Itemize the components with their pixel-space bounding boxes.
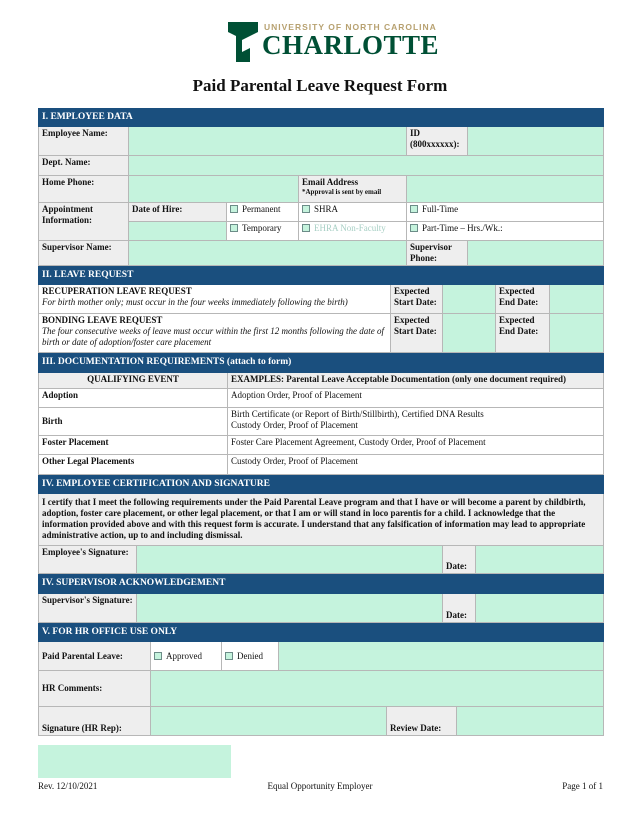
footer-page: Page 1 of 1 [562, 781, 603, 791]
event-other: Other Legal Placements [39, 454, 228, 474]
examples-header: EXAMPLES: Parental Leave Acceptable Documentation (only one document required) [228, 372, 604, 388]
recuperation-cell [39, 285, 391, 314]
recuperation-desc: For birth mother only; must occur in the four weeks immediately following the birth) [42, 297, 348, 308]
supervisor-phone-label: Supervisor Phone: [407, 241, 468, 266]
checkbox-icon[interactable] [410, 205, 418, 213]
checkbox-icon[interactable] [225, 652, 233, 660]
id-field[interactable] [468, 127, 604, 156]
supervisor-signature-field[interactable] [137, 593, 443, 622]
supervisor-phone-field[interactable] [468, 241, 604, 266]
home-phone-label: Home Phone: [39, 176, 129, 203]
table-row [39, 454, 604, 474]
bonding-desc: The four consecutive weeks of leave must occur within the first 12 months following the date of birth or date of adoption/foster care placement [42, 326, 384, 347]
bonding-cell [39, 314, 391, 353]
shra-option[interactable]: SHRA [299, 203, 407, 222]
employee-date-field[interactable] [476, 546, 604, 574]
checkbox-icon[interactable] [230, 205, 238, 213]
hr-comments-field[interactable] [151, 670, 604, 706]
examples-birth-cell [228, 407, 604, 435]
hr-table [38, 623, 604, 736]
documentation-table [38, 353, 604, 474]
recup-end-label: Expected End Date: [496, 285, 550, 314]
dept-name-label: Dept. Name: [39, 156, 129, 176]
certification-text: I certify that I meet the following requirements under the Paid Parental Leave program and that I have or will become a parent by childbirth, adoption, foster care placement, or other legal placement, or that I am or will stand in loco parentis for a child. I acknowledge that the information provided above and with this request form is accurate. I understand that any falsification of information may lead to appropriate administrative action, up to and including dismissal. [39, 494, 604, 546]
permanent-option[interactable]: Permanent [227, 203, 299, 222]
checkbox-icon[interactable] [302, 205, 310, 213]
table-row [39, 388, 604, 407]
event-adoption: Adoption [39, 388, 228, 407]
examples-adoption: Adoption Order, Proof of Placement [228, 388, 604, 407]
review-date-field[interactable] [457, 706, 604, 735]
employee-date-label: Date: [443, 546, 476, 574]
footer-revision: Rev. 12/10/2021 [38, 781, 98, 791]
supervisor-date-field[interactable] [476, 593, 604, 622]
qualifying-event-header: QUALIFYING EVENT [39, 372, 228, 388]
employee-signature-label: Employee's Signature: [39, 546, 137, 574]
employee-name-label: Employee Name: [39, 127, 129, 156]
approved-option[interactable]: Approved [151, 641, 222, 670]
supervisor-date-label: Date: [443, 593, 476, 622]
section-leave-request: II. LEAVE REQUEST [39, 266, 604, 284]
recup-start-label: Expected Start Date: [391, 285, 443, 314]
event-foster: Foster Placement [39, 435, 228, 454]
section-documentation: III. DOCUMENTATION REQUIREMENTS (attach to form) [39, 354, 604, 372]
bonding-start-label: Expected Start Date: [391, 314, 443, 353]
part-time-option[interactable]: Part-Time – Hrs./Wk.: [407, 222, 604, 241]
checkbox-icon[interactable] [230, 224, 238, 232]
section-hr-office: V. FOR HR OFFICE USE ONLY [39, 623, 604, 641]
table-row [39, 407, 604, 435]
denied-option[interactable]: Denied [222, 641, 279, 670]
page-title: Paid Parental Leave Request Form [192, 76, 448, 95]
appointment-label: Appointment Information: [39, 203, 129, 241]
recup-start-field[interactable] [443, 285, 496, 314]
bonding-start-field[interactable] [443, 314, 496, 353]
employee-signature-field[interactable] [137, 546, 443, 574]
recuperation-title: RECUPERATION LEAVE REQUEST [42, 286, 192, 297]
event-birth: Birth [39, 407, 228, 435]
supervisor-signature-label: Supervisor's Signature: [39, 593, 137, 622]
date-of-hire-field[interactable] [129, 222, 227, 241]
examples-birth: Birth Certificate (or Report of Birth/Stillbirth), Certified DNA Results [231, 408, 484, 419]
recup-end-field[interactable] [550, 285, 604, 314]
section-employee-data: I. EMPLOYEE DATA [39, 109, 604, 127]
email-field[interactable] [407, 176, 604, 203]
bonding-end-field[interactable] [550, 314, 604, 353]
examples-foster: Foster Care Placement Agreement, Custody Order, Proof of Placement [228, 435, 604, 454]
employee-name-field[interactable] [129, 127, 407, 156]
university-name-big: CHARLOTTE [262, 30, 440, 60]
dept-name-field[interactable] [129, 156, 604, 176]
review-date-label: Review Date: [387, 706, 457, 735]
checkbox-icon[interactable] [410, 224, 418, 232]
request-form [38, 108, 603, 736]
email-note: *Approval is sent by email [302, 188, 382, 197]
examples-other: Custody Order, Proof of Placement [228, 454, 604, 474]
ehra-option[interactable]: EHRA Non-Faculty [299, 222, 407, 241]
section-employee-certification: IV. EMPLOYEE CERTIFICATION AND SIGNATURE [39, 475, 604, 493]
section-supervisor-acknowledgement: IV. SUPERVISOR ACKNOWLEDGEMENT [39, 575, 604, 593]
bonding-end-label: Expected End Date: [496, 314, 550, 353]
supervisor-name-field[interactable] [129, 241, 407, 266]
supervisor-table [38, 574, 604, 622]
ppl-label: Paid Parental Leave: [39, 641, 151, 670]
hr-signature-field[interactable] [151, 706, 387, 735]
footer-eoe: Equal Opportunity Employer [267, 781, 373, 791]
date-of-hire-label: Date of Hire: [129, 203, 227, 222]
full-time-option[interactable]: Full-Time [407, 203, 604, 222]
id-label: ID (800xxxxxx): [407, 127, 468, 156]
home-phone-field[interactable] [129, 176, 299, 203]
additional-field[interactable] [38, 745, 231, 778]
bonding-title: BONDING LEAVE REQUEST [42, 315, 163, 326]
hr-comments-label: HR Comments: [39, 670, 151, 706]
employee-data-table [38, 108, 604, 266]
university-name-small: UNIVERSITY OF NORTH CAROLINA [264, 22, 437, 32]
checkbox-icon[interactable] [154, 652, 162, 660]
certification-table [38, 475, 604, 574]
email-label-cell [299, 176, 407, 203]
table-row [39, 435, 604, 454]
examples-birth-2: Custody Order, Proof of Placement [231, 419, 358, 430]
leave-request-table [38, 266, 604, 353]
supervisor-name-label: Supervisor Name: [39, 241, 129, 266]
hr-signature-label: Signature (HR Rep): [39, 706, 151, 735]
temporary-option[interactable]: Temporary [227, 222, 299, 241]
checkbox-icon[interactable] [302, 224, 310, 232]
email-label: Email Address [302, 177, 359, 188]
ppl-field[interactable] [279, 641, 604, 670]
